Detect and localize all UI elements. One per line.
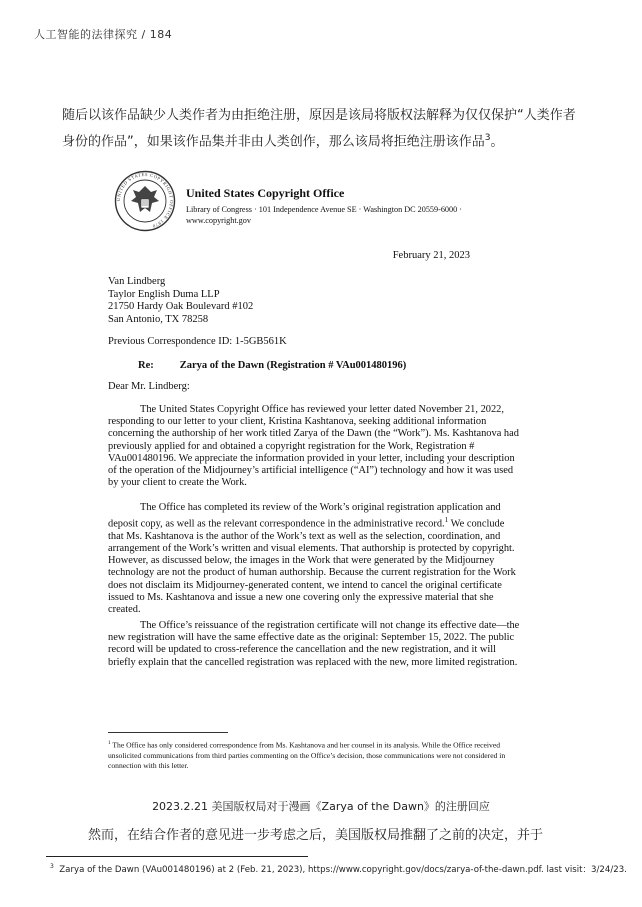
closing-paragraph: 然而，在结合作者的意见进一步考虑之后，美国版权局推翻了之前的决定，并于 (88, 828, 544, 843)
salutation: Dear Mr. Lindberg: (108, 381, 190, 392)
recipient-line: 21750 Hardy Oak Boulevard #102 (108, 301, 254, 312)
letter-footnote-divider (108, 732, 228, 733)
re-title: Zarya of the Dawn (Registration # VAu001480196) (179, 360, 407, 371)
letter-paragraph-2a: The Office has completed its review of the Work’s original registration application and deposit copy, as well as the relevant correspondence in the administrative record. (108, 502, 501, 530)
copyright-office-seal-icon (114, 170, 176, 232)
page-footnote-divider (46, 856, 308, 857)
re-line (138, 360, 406, 371)
recipient-line: Taylor English Duma LLP (108, 288, 220, 300)
intro-paragraph: 随后以该作品缺少人类作者为由拒绝注册，原因是该局将版权法解释为仅仅保护“人类作者身份的作品”，如果该作品集并非由人类创作，那么该局将拒绝注册该作品$^3$。 (62, 108, 576, 150)
footnote-ref[interactable]: 3 (484, 133, 491, 143)
letter-paragraph-2b: We conclude that Ms. Kashtanova is the author of the Work’s text as well as the selection, coordination, and arrangement of the Work’s written and visual elements. That authorship is protected by copyright. However, as discussed below, the images in the Work that were generated by the Midjourney technology are not the product of human authorship. Because the current registration for the Work does not disclaim its Midjourney-generated content, we intend to cancel the original certificate issued to Ms. Kashtanova and issue a new one covering only the expressive material that she created. (108, 518, 516, 616)
page-footnote-num: 3 (50, 863, 54, 871)
letter-date: February 21, 2023 (392, 250, 470, 261)
letter-paragraph-3: The Office’s reissuance of the registration certificate will not change its effective date—the new registration will have the same effective date as the original: September 15, 2022. The public record will be updated to cross-reference the cancellation and the new registration, and it will briefly explain that the cancelled registration was replaced with the new, more limited registration. (108, 620, 520, 668)
office-name: United States Copyright Office (186, 186, 345, 200)
seal-ring-text: UNITED STATES COPYRIGHT OFFICE 1870 (115, 171, 175, 229)
office-address: Library of Congress · 101 Independence Avenue SE · Washington DC 20559-6000 · www.copyright.gov (186, 205, 462, 225)
letter-image (100, 170, 530, 770)
previous-correspondence: Previous Correspondence ID: 1-5GB561K (108, 336, 287, 347)
page-footnote (50, 863, 627, 875)
running-header: 人工智能的法律探究 / 184 (34, 28, 173, 41)
letter-paragraph-2 (108, 502, 520, 616)
page-footnote-text[interactable]: Zarya of the Dawn (VAu001480196) at 2 (Feb. 21, 2023), https://www.copyright.gov/docs/zarya-of-the-dawn.pdf. last visit：3/24/23. (59, 865, 627, 875)
letter-footnote-num: 1 (108, 740, 111, 746)
letter-paragraph-1: The United States Copyright Office has reviewed your letter dated November 21, 2022, responding to our letter to your client, Kristina Kashtanova, seeking additional information concerning the authorship of her work titled Zarya of the Dawn (the “Work”). Ms. Kashtanova had previously applied for and obtained a copyright registration for the Work, Registration # VAu001480196. We appreciate the information provided in your letter, including your description of the operation of the Midjourney’s artificial intelligence (“AI”) technology and how it was used by your client to create the Work. (108, 404, 519, 489)
letter-footnote-ref: 1 (444, 516, 449, 525)
recipient-line: Van Lindberg (108, 276, 166, 287)
letter-footnote (108, 738, 520, 771)
letter-footnote-text: The Office has only considered correspondence from Ms. Kashtanova and her counsel in its analysis. While the Office received unsolicited communications from third parties commenting on the Office’s decision, those communications were not considered in connection with this letter. (108, 740, 506, 770)
intro-paragraph-text: 随后以该作品缺少人类作者为由拒绝注册，原因是该局将版权法解释为仅仅保护“人类作者身份的作品”，如果该作品集并非由人类创作，那么该局将拒绝注册该作品 (62, 108, 576, 150)
re-label: Re: (138, 360, 154, 371)
recipient-line: San Antonio, TX 78258 (108, 313, 209, 325)
figure-caption: 2023.2.21 美国版权局对于漫画《Zarya of the Dawn》的注册回应 (152, 800, 490, 813)
recipient-address (108, 276, 253, 326)
